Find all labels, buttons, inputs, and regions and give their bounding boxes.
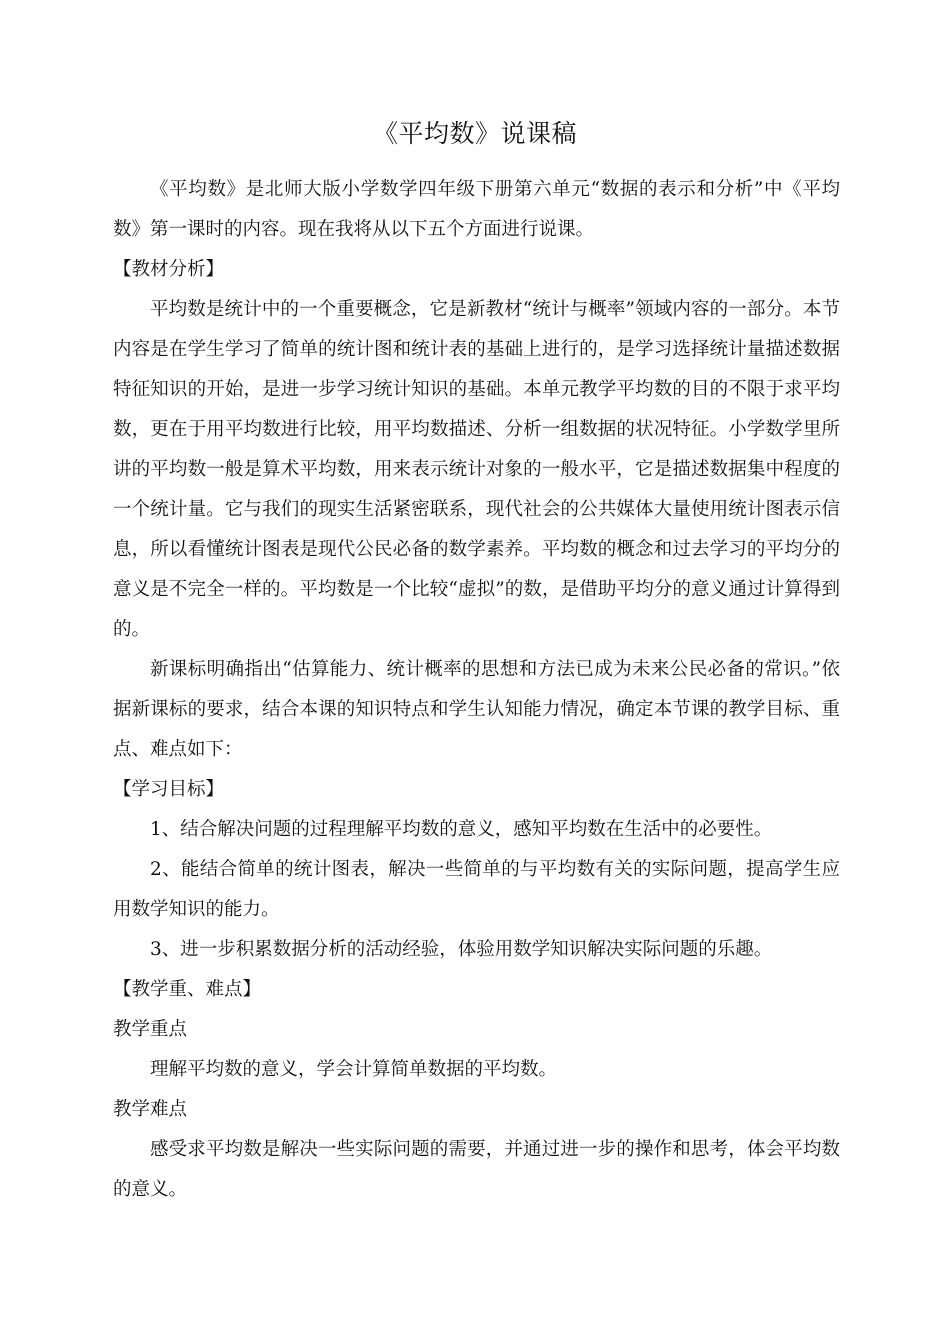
document-title: 《平均数》说课稿 bbox=[372, 119, 577, 148]
difficulty-text: 感受求平均数是解决一些实际问题的需要，并通过进一步的操作和思考，体会平均数的意义。 bbox=[113, 1139, 840, 1200]
section-heading-goals: 【学习目标】 bbox=[113, 779, 225, 800]
goal-item: 1、结合解决问题的过程理解平均数的意义，感知平均数在生活中的必要性。 bbox=[150, 819, 773, 840]
goal-item: 2、能结合简单的统计图表，解决一些简单的与平均数有关的实际问题，提高学生应用数学知识的能力。 bbox=[113, 859, 840, 920]
key-point-text: 理解平均数的意义，学会计算简单数据的平均数。 bbox=[150, 1059, 558, 1080]
analysis-paragraph: 平均数是统计中的一个重要概念，它是新教材“统计与概率”领域内容的一部分。本节内容是在学生学习了简单的统计图和统计表的基础上进行的，是学习选择统计量描述数据特征知识的开始，是进一步学习统计知识的基础。本单元教学平均数的目的不限于求平均数，更在于用平均数进行比较，用平均数描述、分析一组数据的状况特征。小学数学里所讲的平均数一般是算术平均数，用来表示统计对象的一般水平，它是描述数据集中程度的一个统计量。它与我们的现实生活紧密联系，现代社会的公共媒体大量使用统计图表示信息，所以看懂统计图表是现代公民必备的数学素养。平均数的概念和过去学习的平均分的意义是不完全一样的。平均数是一个比较“虚拟”的数，是借助平均分的意义通过计算得到的。 bbox=[113, 299, 840, 640]
difficulty-label: 教学难点 bbox=[113, 1099, 188, 1120]
curriculum-paragraph: 新课标明确指出“估算能力、统计概率的思想和方法已成为未来公民必备的常识。”依据新课标的要求，结合本课的知识特点和学生认知能力情况，确定本节课的教学目标、重点、难点如下： bbox=[113, 659, 840, 760]
key-point-label: 教学重点 bbox=[113, 1019, 188, 1040]
goal-item: 3、进一步积累数据分析的活动经验，体验用数学知识解决实际问题的乐趣。 bbox=[150, 939, 773, 960]
intro-paragraph: 《平均数》是北师大版小学数学四年级下册第六单元“数据的表示和分析”中《平均数》第一课时的内容。现在我将从以下五个方面进行说课。 bbox=[113, 179, 840, 240]
section-heading-analysis: 【教材分析】 bbox=[113, 259, 225, 280]
section-heading-key-points: 【教学重、难点】 bbox=[113, 979, 262, 1000]
document-body bbox=[113, 170, 840, 1210]
